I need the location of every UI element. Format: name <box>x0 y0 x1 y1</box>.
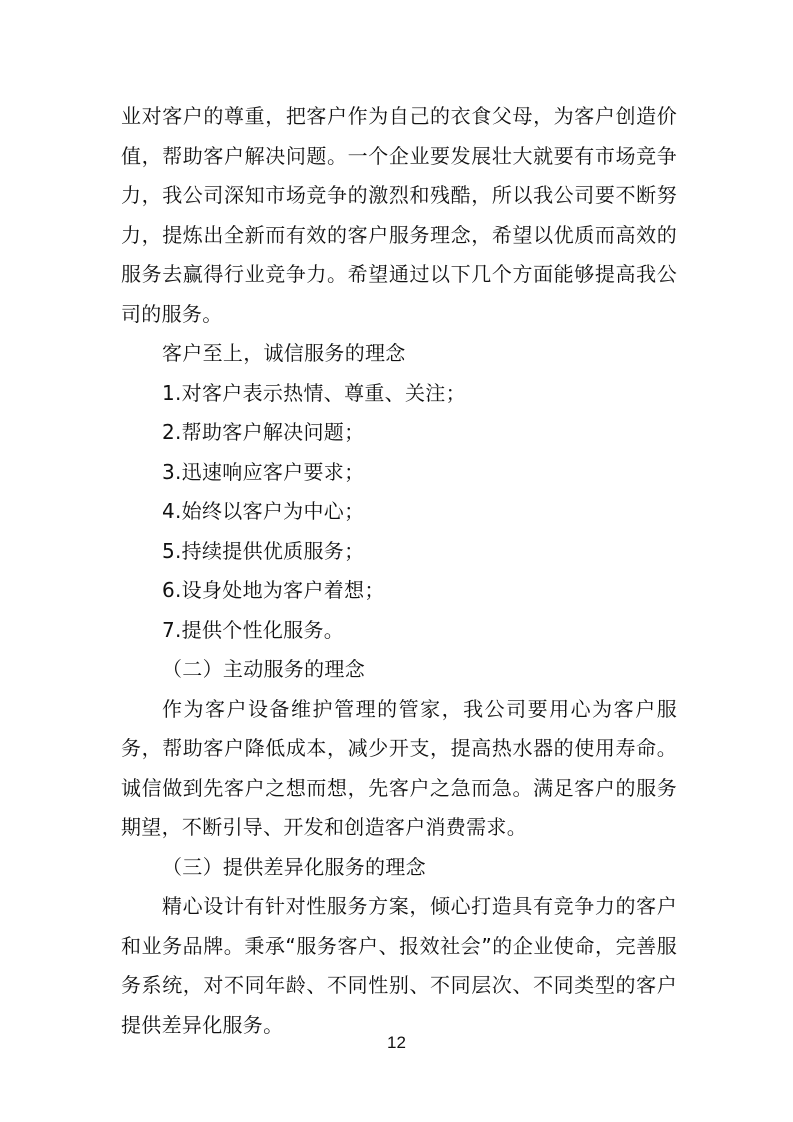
list-item-5: 5.持续提供优质服务； <box>162 538 365 563</box>
list-item-2: 2.帮助客户解决问题； <box>162 420 365 444</box>
list-item-1: 1.对客户表示热情、尊重、关注； <box>162 380 466 405</box>
body-text <box>121 97 677 1045</box>
paragraph-proactive-service: 作为客户设备维护管理的管家，我公司要用心为客户服务，帮助客户降低成本，减少开支，提高热水器的使用寿命。诚信做到先客户之想而想，先客户之急而急。满足客户的服务期望，不断引导、开发和创造客户消费需求。 <box>121 696 677 839</box>
heading-differentiated-service: （三）提供差异化服务的理念 <box>162 854 426 879</box>
page-number: 12 <box>387 1033 406 1052</box>
list-item-3: 3.迅速响应客户要求； <box>162 459 365 484</box>
heading-customer-first: 客户至上，诚信服务的理念 <box>162 341 406 365</box>
list-item-6: 6.设身处地为客户着想； <box>162 578 385 602</box>
paragraph-differentiated-service: 精心设计有针对性服务方案，倾心打造具有竞争力的客户和业务品牌。秉承“服务客户、报效社会”的企业使命，完善服务系统，对不同年龄、不同性别、不同层次、不同类型的客户提供差异化服务。 <box>121 894 677 1037</box>
heading-proactive-service: （二）主动服务的理念 <box>162 657 365 681</box>
list-item-4: 4.始终以客户为中心； <box>162 499 365 523</box>
paragraph-intro: 业对客户的尊重，把客户作为自己的衣食父母，为客户创造价值，帮助客户解决问题。一个企业要发展壮大就要有市场竞争力，我公司深知市场竞争的激烈和残酷，所以我公司要不断努力，提炼出全新而有效的客户服务理念，希望以优质而高效的服务去赢得行业竞争力。希望通过以下几个方面能够提高我公司的服务。 <box>121 104 677 326</box>
list-item-7: 7.提供个性化服务。 <box>162 617 345 642</box>
